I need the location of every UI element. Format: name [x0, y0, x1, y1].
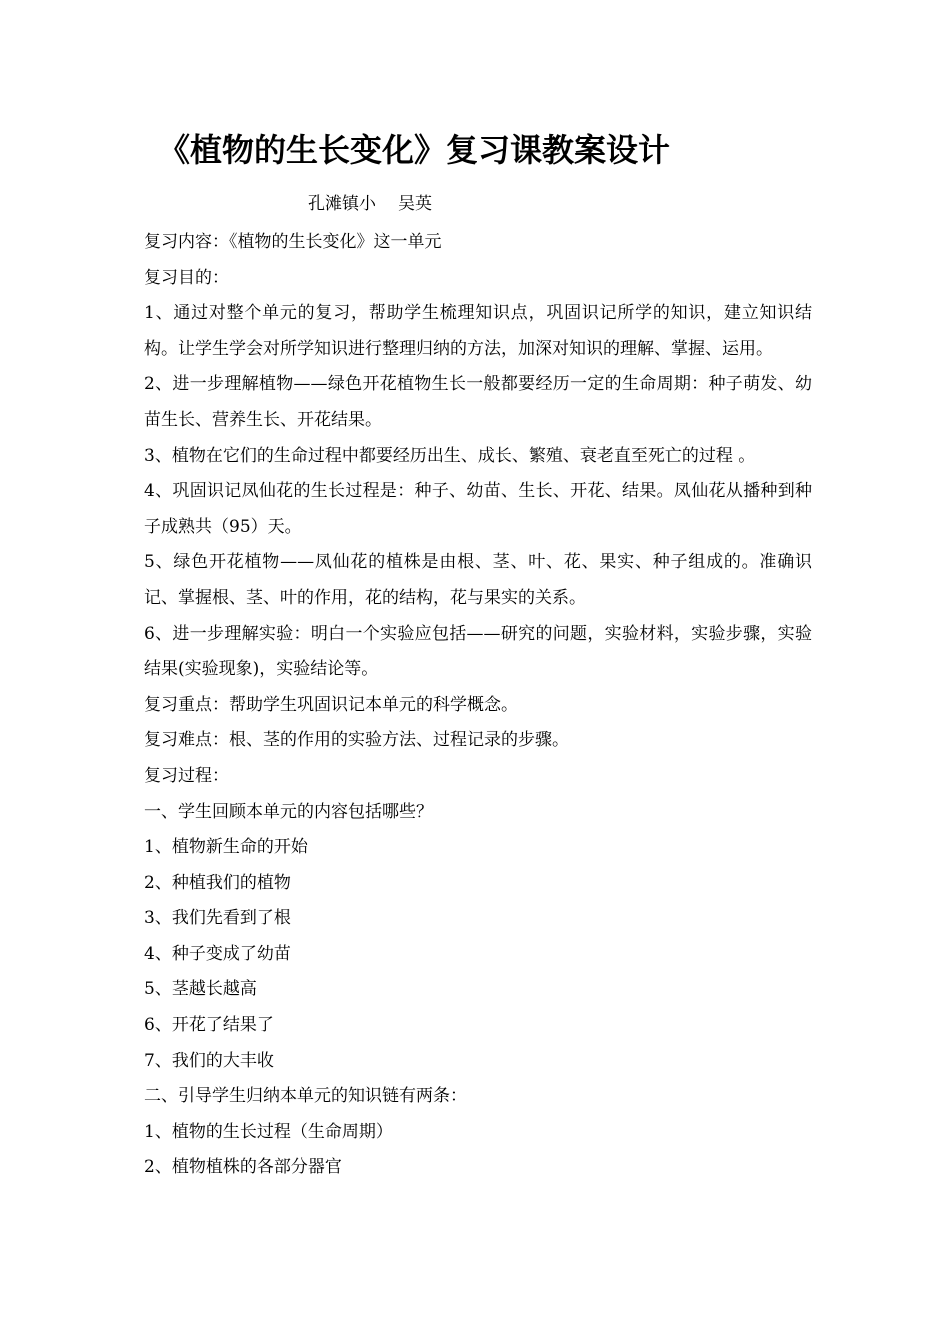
goal-item-6: 6、进一步理解实验：明白一个实验应包括——研究的问题，实验材料，实验步骤，实验结果(实验现象)，实验结论等。: [144, 623, 812, 680]
goal-item-5: 5、绿色开花植物——凤仙花的植株是由根、茎、叶、花、果实、种子组成的。准确识记、掌握根、茎、叶的作用，花的结构，花与果实的关系。: [144, 552, 812, 608]
document-body: [144, 225, 812, 1186]
unit-lesson-7: 7、我们的大丰收: [144, 1050, 274, 1071]
knowledge-chain-2: 2、植物植株的各部分器官: [144, 1157, 342, 1178]
goal-item-2: 2、进一步理解植物——绿色开花植物生长一般都要经历一定的生命周期：种子萌发、幼苗生长、营养生长、开花结果。: [144, 374, 812, 430]
goal-item-3: 3、植物在它们的生命过程中都要经历出生、成长、繁殖、衰老直至死亡的过程 。: [144, 445, 756, 466]
goal-item-1: 1、通过对整个单元的复习，帮助学生梳理知识点，巩固识记所学的知识，建立知识结构。让学生学会对所学知识进行整理归纳的方法，加深对知识的理解、掌握、运用。: [144, 303, 812, 359]
author-school: 孔滩镇小: [308, 194, 376, 214]
unit-lesson-4: 4、种子变成了幼苗: [144, 943, 291, 964]
document-title: 《植物的生长变化》复习课教案设计: [158, 131, 671, 169]
author-line: [308, 192, 432, 216]
unit-lesson-6: 6、开花了结果了: [144, 1015, 274, 1036]
review-goals-heading: 复习目的：: [144, 267, 229, 288]
knowledge-chain-1: 1、植物的生长过程（生命周期）: [144, 1121, 393, 1142]
unit-lesson-3: 3、我们先看到了根: [144, 908, 291, 929]
review-focus: 复习重点：帮助学生巩固识记本单元的科学概念。: [144, 694, 518, 715]
review-content: 复习内容：《植物的生长变化》这一单元: [144, 232, 442, 252]
review-process-heading: 复习过程：: [144, 765, 229, 786]
author-name: 吴英: [398, 194, 432, 214]
unit-lesson-1: 1、植物新生命的开始: [144, 837, 308, 858]
unit-lesson-2: 2、种植我们的植物: [144, 872, 291, 893]
review-difficulty: 复习难点：根、茎的作用的实验方法、过程记录的步骤。: [144, 730, 569, 751]
unit-lesson-5: 5、茎越长越高: [144, 979, 257, 1000]
section-two-heading: 二、引导学生归纳本单元的知识链有两条：: [144, 1086, 467, 1107]
section-one-heading: 一、学生回顾本单元的内容包括哪些？: [144, 801, 433, 822]
goal-item-4: 4、巩固识记凤仙花的生长过程是：种子、幼苗、生长、开花、结果。凤仙花从播种到种子成熟共（95）天。: [144, 481, 812, 537]
